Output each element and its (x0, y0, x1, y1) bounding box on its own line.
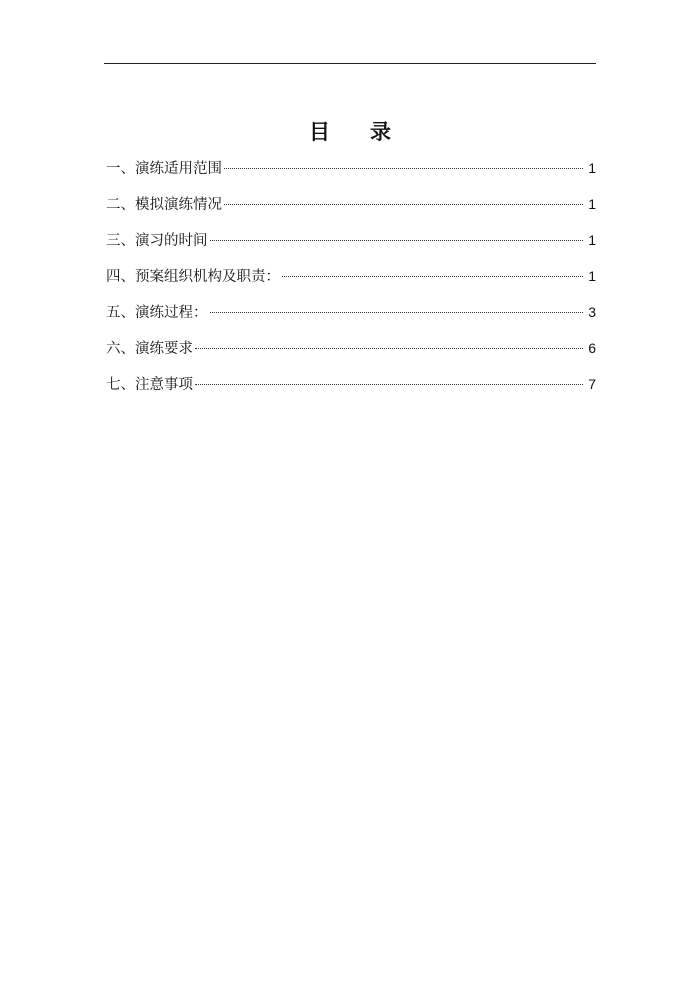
toc-entry[interactable] (106, 192, 596, 228)
table-of-contents (106, 156, 596, 408)
header-divider (104, 63, 596, 64)
toc-page-number: 1 (588, 232, 596, 248)
toc-page-number: 1 (588, 160, 596, 176)
toc-entry-label: 一、演练适用范围 (106, 161, 222, 177)
toc-entry-label: 三、演习的时间 (106, 233, 208, 249)
toc-entry[interactable] (106, 372, 596, 408)
toc-page-number: 1 (588, 268, 596, 284)
toc-dot-leader (224, 168, 583, 169)
toc-title-char: 目 (309, 120, 330, 144)
toc-dot-leader (210, 240, 584, 241)
toc-title (0, 117, 700, 147)
toc-entry-label: 二、模拟演练情况 (106, 197, 222, 213)
toc-dot-leader (282, 276, 583, 277)
toc-entry[interactable] (106, 156, 596, 192)
toc-entry[interactable] (106, 264, 596, 300)
toc-title-char: 录 (370, 120, 391, 144)
toc-entry-label: 七、注意事项 (106, 377, 193, 393)
toc-entry-label: 六、演练要求 (106, 341, 193, 357)
toc-entry-label: 五、演练过程： (106, 305, 208, 321)
toc-dot-leader (210, 312, 584, 313)
toc-page-number: 7 (588, 376, 596, 392)
toc-entry-label: 四、预案组织机构及职责： (106, 269, 280, 285)
toc-entry[interactable] (106, 228, 596, 264)
toc-page-number: 6 (588, 340, 596, 356)
toc-page-number: 3 (588, 304, 596, 320)
toc-dot-leader (195, 348, 583, 349)
toc-entry[interactable] (106, 336, 596, 372)
toc-entry[interactable] (106, 300, 596, 336)
toc-dot-leader (224, 204, 583, 205)
toc-page-number: 1 (588, 196, 596, 212)
toc-dot-leader (195, 384, 583, 385)
